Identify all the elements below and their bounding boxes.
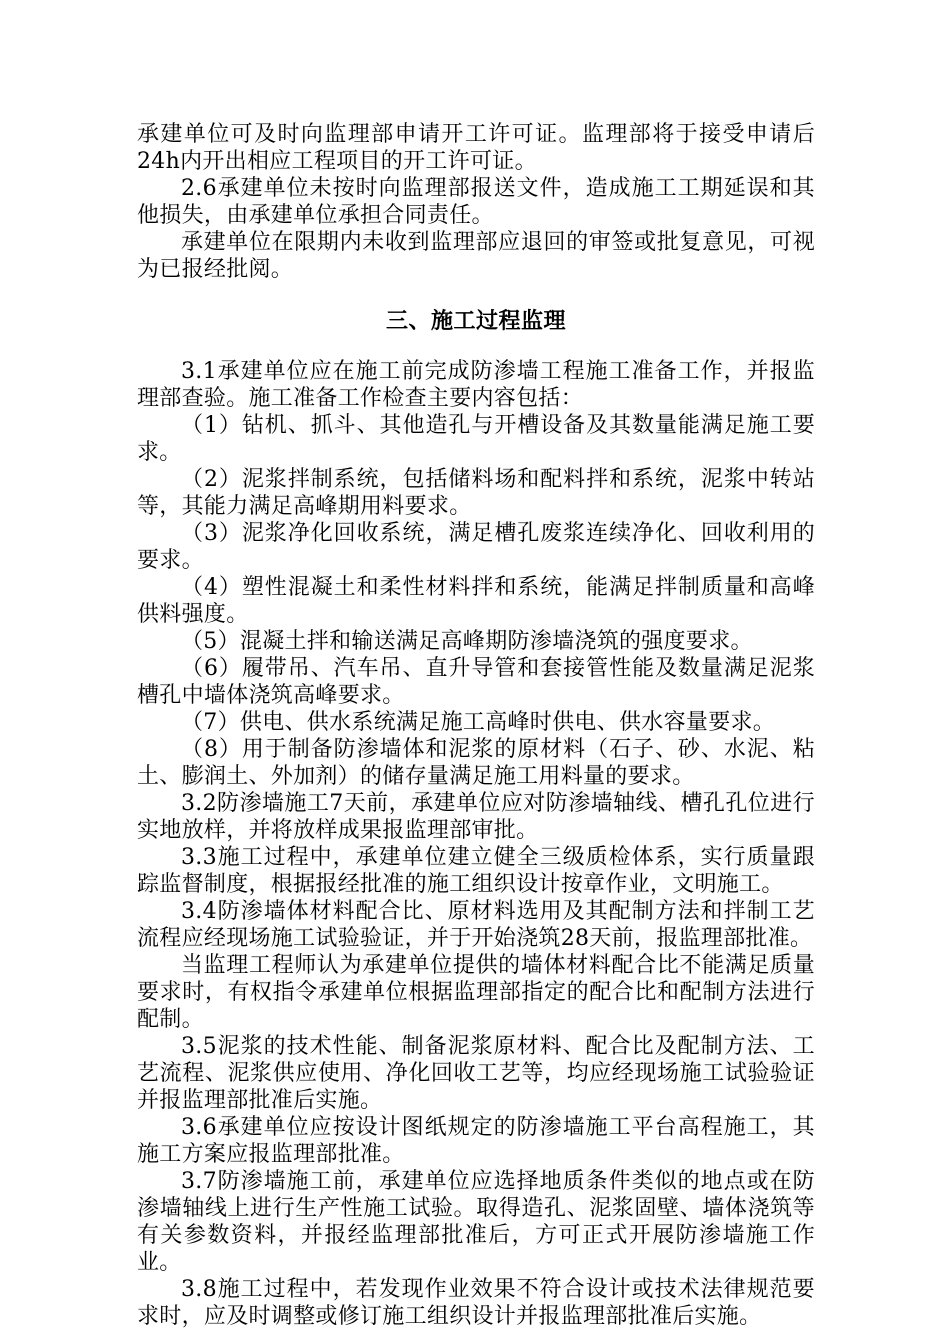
list-item: （1）钻机、抓斗、其他造孔与开槽设备及其数量能满足施工要求。 (137, 413, 815, 465)
paragraph-deemed-approved: 承建单位在限期内未收到监理部应退回的审签或批复意见，可视为已报经批阅。 (137, 230, 815, 282)
paragraph-3-1: 3.1承建单位应在施工前完成防渗墙工程施工准备工作，并报监理部查验。施工准备工作检查主要内容包括： (137, 359, 815, 411)
list-item: （5）混凝土拌和输送满足高峰期防渗墙浇筑的强度要求。 (181, 629, 753, 654)
list-item: （3）泥浆净化回收系统，满足槽孔废浆连续净化、回收利用的要求。 (137, 521, 815, 573)
paragraph-3-6: 3.6承建单位应按设计图纸规定的防渗墙施工平台高程施工，其施工方案应报监理部批准。 (137, 1115, 815, 1167)
list-item: （6）履带吊、汽车吊、直升导管和套接管性能及数量满足泥浆槽孔中墙体浇筑高峰要求。 (137, 656, 815, 708)
paragraph-2-6: 2.6承建单位未按时向监理部报送文件，造成施工工期延误和其他损失，由承建单位承担合同责任。 (137, 176, 815, 228)
document-page (137, 121, 815, 1330)
list-item: （7）供电、供水系统满足施工高峰时供电、供水容量要求。 (181, 710, 776, 735)
paragraph-3-2: 3.2防渗墙施工7天前，承建单位应对防渗墙轴线、槽孔孔位进行实地放样，并将放样成果报监理部审批。 (137, 791, 815, 843)
paragraph-3-4: 3.4防渗墙体材料配合比、原材料选用及其配制方法和拌制工艺流程应经现场施工试验验证，并于开始浇筑28天前，报监理部批准。 (137, 899, 815, 951)
list-item: （2）泥浆拌制系统，包括储料场和配料拌和系统，泥浆中转站等，其能力满足高峰期用料要求。 (137, 467, 815, 519)
list-item: （8）用于制备防渗墙体和泥浆的原材料（石子、砂、水泥、粘土、膨润土、外加剂）的储存量满足施工用料量的要求。 (137, 737, 815, 789)
section-heading: 三、施工过程监理 (385, 308, 566, 334)
paragraph-work-permit: 承建单位可及时向监理部申请开工许可证。监理部将于接受申请后24h内开出相应工程项目的开工许可证。 (137, 122, 815, 174)
paragraph-3-8: 3.8施工过程中，若发现作业效果不符合设计或技术法律规范要求时，应及时调整或修订施工组织设计并报监理部批准后实施。 (137, 1277, 815, 1329)
list-item: （4）塑性混凝土和柔性材料拌和系统，能满足拌制质量和高峰供料强度。 (137, 575, 815, 627)
paragraph-mix-ratio: 当监理工程师认为承建单位提供的墙体材料配合比不能满足质量要求时，有权指令承建单位根据监理部指定的配合比和配制方法进行配制。 (137, 953, 815, 1032)
paragraph-3-5: 3.5泥浆的技术性能、制备泥浆原材料、配合比及配制方法、工艺流程、泥浆供应使用、净化回收工艺等，均应经现场施工试验验证并报监理部批准后实施。 (137, 1034, 815, 1113)
paragraph-3-7: 3.7防渗墙施工前，承建单位应选择地质条件类似的地点或在防渗墙轴线上进行生产性施工试验。取得造孔、泥浆固壁、墙体浇筑等有关参数资料，并报经监理部批准后，方可正式开展防渗墙施工作业。 (137, 1169, 815, 1275)
paragraph-3-3: 3.3施工过程中，承建单位建立健全三级质检体系，实行质量跟踪监督制度，根据报经批准的施工组织设计按章作业，文明施工。 (137, 845, 815, 897)
